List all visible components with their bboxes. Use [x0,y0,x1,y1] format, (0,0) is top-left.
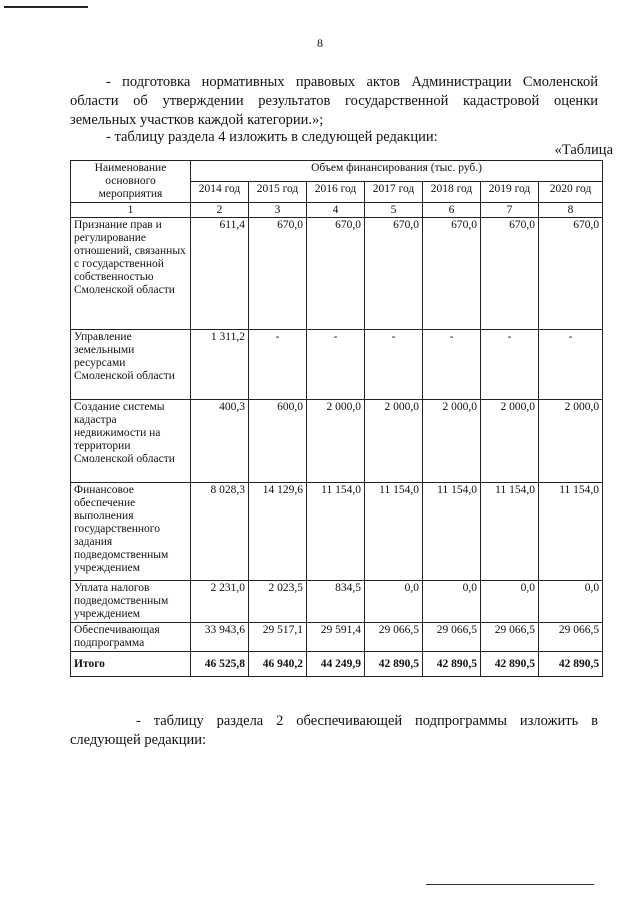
row-value: 14 129,6 [249,483,307,581]
financing-table [70,160,603,677]
table-row [71,581,603,623]
table-row [71,400,603,483]
row-value: 834,5 [307,581,365,623]
table-row [71,330,603,400]
header-year: 2014 год [191,182,249,203]
row-value: 670,0 [307,218,365,330]
row-value: 11 154,0 [423,483,481,581]
header-year: 2020 год [539,182,603,203]
column-number: 1 [71,203,191,218]
row-value: 33 943,6 [191,623,249,652]
row-value: 2 000,0 [539,400,603,483]
bottom-rule [426,884,594,885]
row-value: 2 023,5 [249,581,307,623]
row-value: 2 000,0 [481,400,539,483]
row-name: Управление земельными ресурсами Смоленской области [71,330,191,400]
column-number: 2 [191,203,249,218]
row-name: Создание системы кадастра недвижимости на территории Смоленской области [71,400,191,483]
total-value: 42 890,5 [423,652,481,677]
row-name: Обеспечивающая подпрограмма [71,623,191,652]
header-year: 2019 год [481,182,539,203]
row-value: 11 154,0 [539,483,603,581]
top-rule [4,6,88,8]
row-value: 0,0 [481,581,539,623]
row-value: 29 066,5 [365,623,423,652]
row-value: 670,0 [481,218,539,330]
column-number: 3 [249,203,307,218]
header-year: 2018 год [423,182,481,203]
row-value: - [423,330,481,400]
row-value: 0,0 [539,581,603,623]
column-number: 7 [481,203,539,218]
row-value: 29 066,5 [481,623,539,652]
row-value: - [249,330,307,400]
row-value: 670,0 [423,218,481,330]
row-value: 29 591,4 [307,623,365,652]
header-year: 2017 год [365,182,423,203]
row-value: - [307,330,365,400]
table-row [71,623,603,652]
total-row [71,652,603,677]
row-value: 670,0 [539,218,603,330]
total-value: 42 890,5 [539,652,603,677]
row-value: 611,4 [191,218,249,330]
total-value: 42 890,5 [481,652,539,677]
row-value: 2 000,0 [365,400,423,483]
row-value: 670,0 [249,218,307,330]
row-value: - [481,330,539,400]
row-value: 11 154,0 [307,483,365,581]
header-year: 2016 год [307,182,365,203]
row-value: 400,3 [191,400,249,483]
row-value: 29 066,5 [423,623,481,652]
header-group: Объем финансирования (тыс. руб.) [191,161,603,182]
row-value: 600,0 [249,400,307,483]
paragraph-1-text: - подготовка нормативных правовых актов Администрации Смоленской области об утверждении результатов государственной кадастровой оценки земельных участков каждой категории.»; [70,74,598,128]
column-number: 8 [539,203,603,218]
row-value: 29 066,5 [539,623,603,652]
paragraph-3-text: - таблицу раздела 2 обеспечивающей подпрограммы изложить в следующей редакции: [70,713,598,748]
row-value: 11 154,0 [365,483,423,581]
row-name: Финансовое обеспечение выполнения государственного задания подведомственным учреждением [71,483,191,581]
row-value: 11 154,0 [481,483,539,581]
row-value: - [539,330,603,400]
column-number: 4 [307,203,365,218]
paragraph-2-text: - таблицу раздела 4 изложить в следующей редакции: [106,129,438,145]
total-value: 46 940,2 [249,652,307,677]
row-value: 670,0 [365,218,423,330]
row-name: Признание прав и регулирование отношений, связанных с государственной собственностью Смоленской области [71,218,191,330]
column-number: 5 [365,203,423,218]
page-number: 8 [317,36,323,50]
paragraph-1 [70,73,598,130]
table-row [71,483,603,581]
row-value: 2 000,0 [423,400,481,483]
paragraph-3 [70,712,598,750]
row-value: 8 028,3 [191,483,249,581]
total-label: Итого [71,652,191,677]
column-number: 6 [423,203,481,218]
total-value: 46 525,8 [191,652,249,677]
row-value: 0,0 [365,581,423,623]
total-value: 42 890,5 [365,652,423,677]
row-value: 1 311,2 [191,330,249,400]
row-value: 29 517,1 [249,623,307,652]
header-name: Наименование основного мероприятия [71,161,191,203]
total-value: 44 249,9 [307,652,365,677]
row-value: - [365,330,423,400]
paragraph-2 [70,128,598,147]
row-value: 0,0 [423,581,481,623]
table-label: «Таблица [554,142,613,158]
row-value: 2 000,0 [307,400,365,483]
row-name: Уплата налогов подведомственным учреждением [71,581,191,623]
header-year: 2015 год [249,182,307,203]
column-numbers-row [71,203,603,218]
table-row [71,218,603,330]
row-value: 2 231,0 [191,581,249,623]
